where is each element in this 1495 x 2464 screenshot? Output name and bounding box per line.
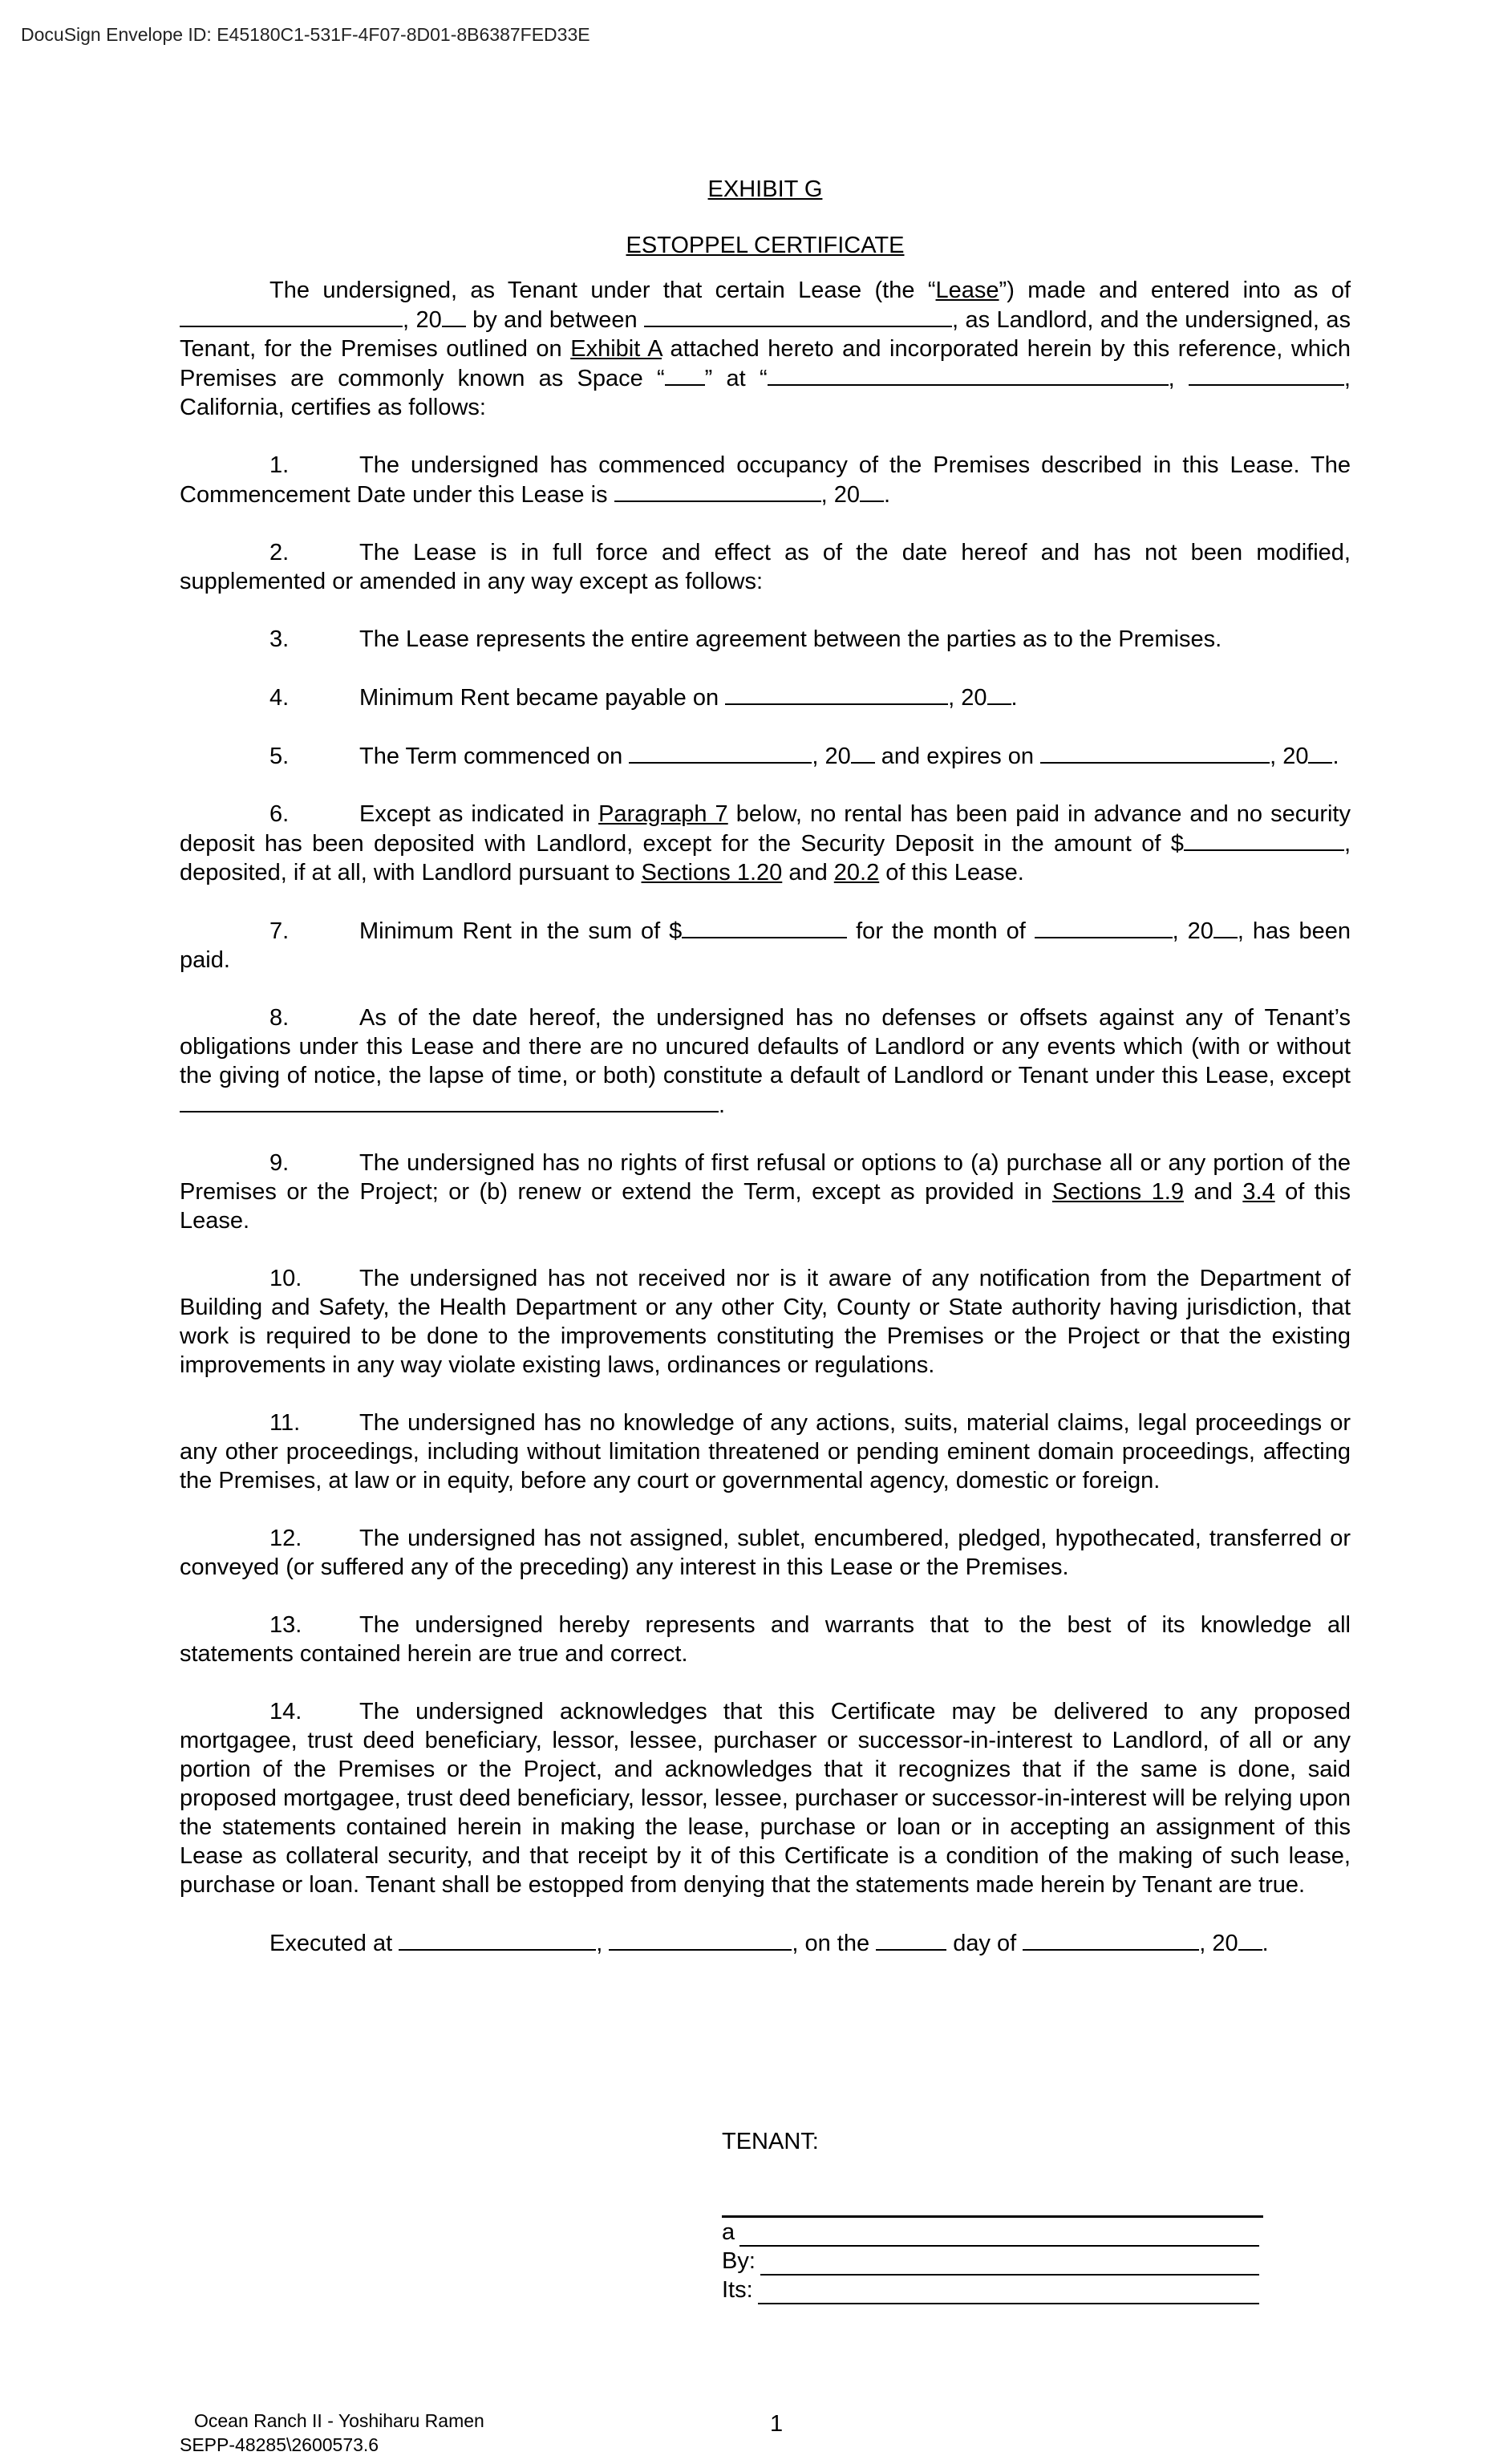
minimum-rent-amount-blank[interactable] [682,916,847,938]
entity-type-label: a [722,2219,735,2245]
premises-address-blank[interactable] [768,363,1169,386]
by-label: By: [722,2248,756,2274]
its-label: Its: [722,2277,753,2303]
by-row [722,2247,1263,2276]
title-field[interactable] [758,2282,1259,2304]
commencement-year-blank[interactable] [860,480,884,502]
exceptions-blank[interactable] [180,1090,719,1112]
lease-year-blank[interactable] [442,305,466,327]
term-end-year-blank[interactable] [1308,741,1332,764]
executed-place-blank[interactable] [399,1928,596,1951]
footer-doc-id: SEPP-48285\2600573.6 [180,2434,379,2455]
docusign-envelope-id: DocuSign Envelope ID: E45180C1-531F-4F07-8D01-8B6387FED33E [21,24,590,45]
paragraph-2: 2. The Lease is in full force and effect as of the date hereof and has not been modified, supplemented or amended in any way except as follows: [180,540,1351,594]
executed-city-blank[interactable] [609,1928,792,1951]
exhibit-title: EXHIBIT G [707,176,823,202]
footer-project: Ocean Ranch II - Yoshiharu Ramen [194,2410,484,2431]
tenant-name-line[interactable] [722,2194,1263,2218]
term-start-year-blank[interactable] [851,741,875,764]
paragraph-5: 5. The Term commenced on , 20 and expires on , 20 . [180,741,1351,771]
security-deposit-blank[interactable] [1184,829,1344,851]
certificate-title: ESTOPPEL CERTIFICATE [626,233,905,258]
paragraph-11: 11. The undersigned has no knowledge of any actions, suits, material claims, legal proceedings or any other proceedings, including without limitation threatened or pending eminent domain proceedings, affecting the Premises, at law or in equity, before any court or governmental agency, domestic or foreign. [180,1410,1351,1493]
tenant-signature-block [722,2127,1267,2304]
city-blank[interactable] [1189,363,1344,386]
term-start-blank[interactable] [629,741,812,764]
lease-date-blank[interactable] [180,305,403,327]
commencement-date-blank[interactable] [614,480,821,502]
rent-month-blank[interactable] [1035,916,1173,938]
paragraph-3: 3. The Lease represents the entire agreement between the parties as to the Premises. [269,626,1222,652]
rent-payable-date-blank[interactable] [725,683,948,705]
its-row [722,2276,1263,2304]
lease-term: Lease [935,278,999,303]
page-number: 1 [770,2411,784,2437]
intro-paragraph: The undersigned, as Tenant under that certain Lease (the “Lease”) made and entered into as of , 20 by and between , as Landlord, and the undersigned, as Tenant, for the Premises outlined on Exhibit A attached hereto and incorporated herein by this reference, which Premises are commonly known as Space “ ” at “ , , California, certifies as follows: [180,278,1351,420]
paragraph-14: 14. The undersigned acknowledges that this Certificate may be delivered to any proposed mortgagee, trust deed beneficiary, lessor, lessee, purchaser or successor-in-interest to Landlord, of all or any portion of the Premises or the Project, and acknowledges that it recognizes that if the same is done, said proposed mortgagee, trust deed beneficiary, lessor, lessee, purchaser or successor-in-interest will be relying upon the statements contained herein in making the lease, purchase or loan or in accepting an assignment of this Lease as collateral security, and that receipt by it of this Certificate is a condition of the making of such lease, purchase or loan. Tenant shall be estopped from denying that the statements made herein by Tenant are true. [180,1699,1351,1898]
exhibit-a-reference: Exhibit A [570,336,662,362]
paragraph-7: 7. Minimum Rent in the sum of $ for the month of , 20 , has been paid. [180,916,1351,975]
paragraph-10: 10. The undersigned has not received nor is it aware of any notification from the Department of Building and Safety, the Health Department or any other City, County or State authority having jurisdiction, that work is required to be done to the improvements constituting the Premises or the Project or that the existing improvements in any way violate existing laws, ordinances or regulations. [180,1266,1351,1378]
paragraph-9: 9. The undersigned has no rights of first refusal or options to (a) purchase all or any portion of the Premises or the Project; or (b) renew or extend the Term, except as provided in Sections 1.9 and 3.4 of this Lease. [180,1150,1351,1234]
executed-day-blank[interactable] [876,1928,946,1951]
paragraph-6: 6. Except as indicated in Paragraph 7 below, no rental has been paid in advance and no security deposit has been deposited with Landlord, except for the Security Deposit in the amount of $ , deposited, if at all, with Landlord pursuant to Sections 1.20 and 20.2 of this Lease. [180,801,1351,886]
paragraph-4: 4. Minimum Rent became payable on , 20 . [180,683,1351,712]
paragraph-8: 8. As of the date hereof, the undersigned has no defenses or offsets against any of Tenant’s obligations under this Lease and there are no uncured defaults of Landlord or any events which (with or without the giving of notice, the lapse of time, or both) constitute a default of Landlord or Tenant under this Lease, except . [180,1005,1351,1118]
tenant-label: TENANT: [722,2129,819,2154]
executed-line: Executed at , , on the day of , 20 . [180,1928,1351,1958]
executed-year-blank[interactable] [1238,1928,1262,1951]
paragraph-13: 13. The undersigned hereby represents and warrants that to the best of its knowledge all statements contained herein are true and correct. [180,1612,1351,1667]
paragraph-12: 12. The undersigned has not assigned, sublet, encumbered, pledged, hypothecated, transferred or conveyed (or suffered any of the preceding) any interest in this Lease or the Premises. [180,1526,1351,1580]
document-body [180,175,1351,1958]
executed-month-blank[interactable] [1023,1928,1199,1951]
term-end-blank[interactable] [1040,741,1270,764]
rent-year-blank[interactable] [1213,916,1238,938]
rent-payable-year-blank[interactable] [987,683,1011,705]
space-number-blank[interactable] [665,363,705,386]
signature-field[interactable] [760,2253,1259,2276]
entity-type-row [722,2218,1263,2247]
landlord-name-blank[interactable] [644,305,952,327]
paragraph-1: 1. The undersigned has commenced occupancy of the Premises described in this Lease. The Commencement Date under this Lease is , 20 . [180,452,1351,508]
entity-type-field[interactable] [739,2224,1259,2247]
